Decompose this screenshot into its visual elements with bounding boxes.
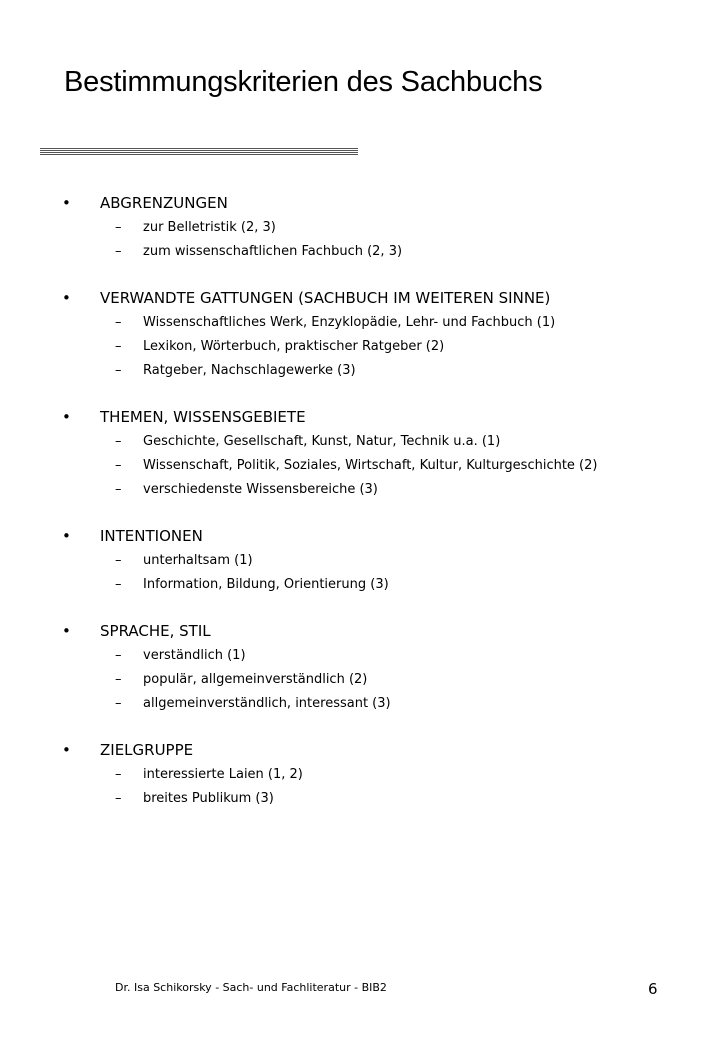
dash-icon: –: [115, 339, 122, 354]
list-item: [0, 763, 720, 787]
bullet-row: [0, 737, 720, 763]
bullet-icon: •: [62, 741, 71, 759]
section-heading: ZIELGRUPPE: [100, 741, 194, 759]
list-item: [0, 478, 720, 502]
list-item-text: zum wissenschaftlichen Fachbuch (2, 3): [143, 244, 403, 259]
list-item-text: verständlich (1): [143, 648, 246, 663]
bullet-row: [0, 523, 720, 549]
bullet-row: [0, 285, 720, 311]
section-zielgruppe: [0, 737, 720, 811]
list-item: [0, 311, 720, 335]
list-item-text: unterhaltsam (1): [143, 553, 253, 568]
section-heading: ABGRENZUNGEN: [100, 194, 228, 212]
bullet-icon: •: [62, 622, 71, 640]
list-item: [0, 549, 720, 573]
page-number: 6: [648, 980, 658, 998]
dash-icon: –: [115, 363, 122, 378]
section-heading: VERWANDTE GATTUNGEN (SACHBUCH IM WEITEREN SINNE): [100, 289, 551, 307]
bullet-icon: •: [62, 289, 71, 307]
list-item-text: Information, Bildung, Orientierung (3): [143, 577, 389, 592]
dash-icon: –: [115, 696, 122, 711]
list-item-text: Ratgeber, Nachschlagewerke (3): [143, 363, 356, 378]
footer-text: Dr. Isa Schikorsky - Sach- und Fachliteratur - BIB2: [115, 981, 387, 994]
list-item: [0, 359, 720, 383]
bullet-row: [0, 404, 720, 430]
dash-icon: –: [115, 220, 122, 235]
list-item: [0, 454, 720, 478]
list-item-text: allgemeinverständlich, interessant (3): [143, 696, 391, 711]
section-heading: SPRACHE, STIL: [100, 622, 211, 640]
list-item-text: Wissenschaft, Politik, Soziales, Wirtschaft, Kultur, Kulturgeschichte (2): [143, 458, 598, 473]
list-item: [0, 692, 720, 716]
list-item: [0, 240, 720, 264]
list-item-text: zur Belletristik (2, 3): [143, 220, 276, 235]
section-heading: INTENTIONEN: [100, 527, 203, 545]
section-abgrenzungen: [0, 190, 720, 264]
bullet-row: [0, 190, 720, 216]
list-item-text: Lexikon, Wörterbuch, praktischer Ratgeber (2): [143, 339, 445, 354]
dash-icon: –: [115, 434, 122, 449]
list-item-text: Geschichte, Gesellschaft, Kunst, Natur, Technik u.a. (1): [143, 434, 501, 449]
bullet-icon: •: [62, 408, 71, 426]
list-item-text: interessierte Laien (1, 2): [143, 767, 303, 782]
list-item-text: Wissenschaftliches Werk, Enzyklopädie, Lehr- und Fachbuch (1): [143, 315, 556, 330]
list-item-text: verschiedenste Wissensbereiche (3): [143, 482, 378, 497]
criteria-list: [0, 190, 720, 832]
list-item: [0, 787, 720, 811]
dash-icon: –: [115, 244, 122, 259]
section-themen: [0, 404, 720, 502]
list-item: [0, 573, 720, 597]
bullet-icon: •: [62, 194, 71, 212]
list-item: [0, 335, 720, 359]
dash-icon: –: [115, 648, 122, 663]
dash-icon: –: [115, 458, 122, 473]
title-divider: [40, 148, 358, 156]
page-title: Bestimmungskriterien des Sachbuchs: [64, 66, 543, 98]
dash-icon: –: [115, 767, 122, 782]
bullet-row: [0, 618, 720, 644]
list-item: [0, 668, 720, 692]
dash-icon: –: [115, 315, 122, 330]
list-item: [0, 644, 720, 668]
list-item: [0, 430, 720, 454]
section-heading: THEMEN, WISSENSGEBIETE: [100, 408, 306, 426]
list-item-text: populär, allgemeinverständlich (2): [143, 672, 368, 687]
dash-icon: –: [115, 482, 122, 497]
section-verwandte-gattungen: [0, 285, 720, 383]
list-item-text: breites Publikum (3): [143, 791, 274, 806]
dash-icon: –: [115, 553, 122, 568]
bullet-icon: •: [62, 527, 71, 545]
section-intentionen: [0, 523, 720, 597]
list-item: [0, 216, 720, 240]
dash-icon: –: [115, 791, 122, 806]
section-sprache-stil: [0, 618, 720, 716]
dash-icon: –: [115, 577, 122, 592]
dash-icon: –: [115, 672, 122, 687]
